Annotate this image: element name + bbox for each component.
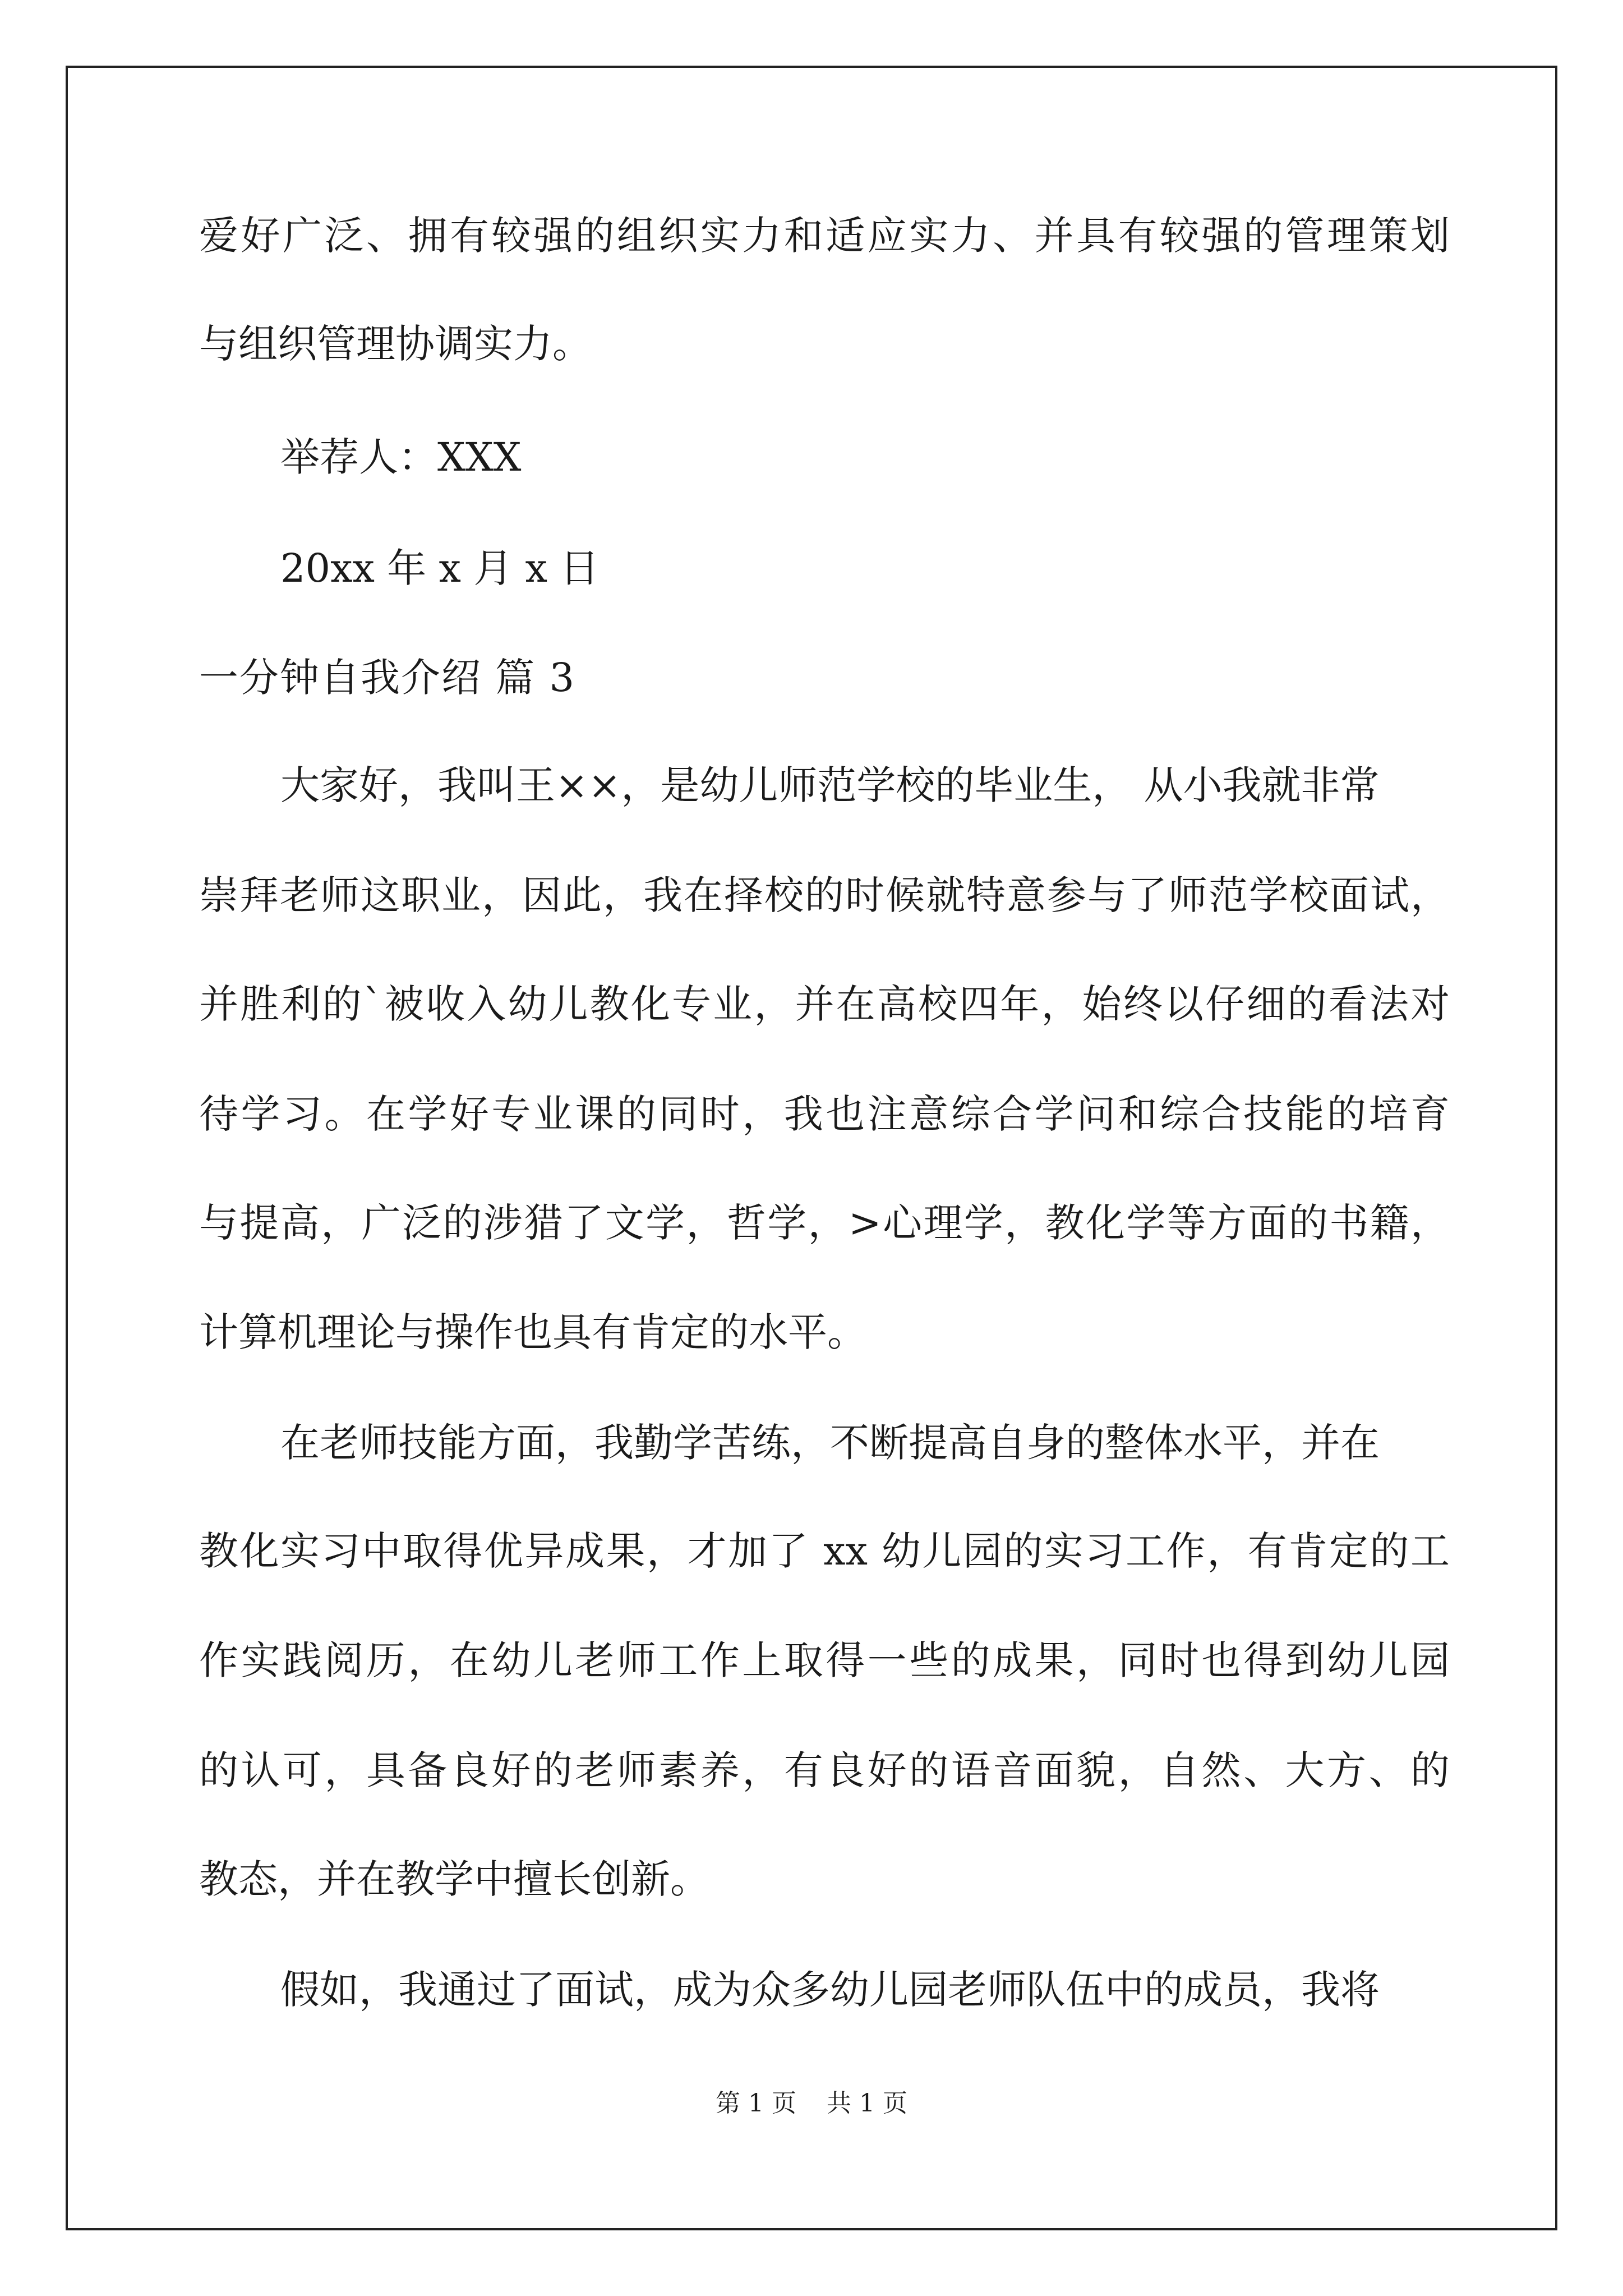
text-line: 大家好，我叫王××，是幼儿师范学校的毕业生， 从小我就非常: [280, 762, 1380, 808]
date-line: 20xx 年 x 月 x 日: [280, 545, 600, 591]
page-border: [66, 66, 1557, 2230]
text-line: 计算机理论与操作也具有肯定的水平。: [199, 1309, 866, 1355]
page-number: 第 1 页: [716, 2089, 796, 2118]
text-line: 教化实习中取得优异成果，才加了 xx 幼儿园的实习工作，有肯定的工: [199, 1528, 1450, 1574]
text-line: 的认可，具备良好的老师素养，有良好的语音面貌，自然、大方、的: [199, 1747, 1450, 1793]
text-line: 在老师技能方面，我勤学苦练，不断提高自身的整体水平，并在: [280, 1420, 1380, 1466]
text-line: 崇拜老师这职业，因此，我在择校的时候就特意参与了师范学校面试，: [199, 872, 1450, 918]
text-line: 与提高，广泛的涉猎了文学，哲学，>心理学，教化学等方面的书籍，: [199, 1200, 1450, 1246]
page-total: 共 1 页: [827, 2089, 907, 2118]
recommender-line: 举荐人：XXX: [280, 434, 522, 480]
text-line: 假如，我通过了面试，成为众多幼儿园老师队伍中的成员，我将: [280, 1967, 1380, 2013]
page-footer: [0, 2087, 1623, 2120]
text-line: 待学习。在学好专业课的同时，我也注意综合学问和综合技能的培育: [199, 1091, 1450, 1137]
section-heading: 一分钟自我介绍 篇 3: [199, 655, 576, 701]
text-line: 教态，并在教学中擅长创新。: [199, 1856, 709, 1902]
text-line: 与组织管理协调实力。: [199, 321, 592, 367]
text-line: 作实践阅历，在幼儿老师工作上取得一些的成果，同时也得到幼儿园: [199, 1637, 1450, 1683]
text-line: 并胜利的`被收入幼儿教化专业，并在高校四年，始终以仔细的看法对: [199, 981, 1450, 1027]
text-line: 爱好广泛、拥有较强的组织实力和适应实力、并具有较强的管理策划: [199, 213, 1450, 259]
